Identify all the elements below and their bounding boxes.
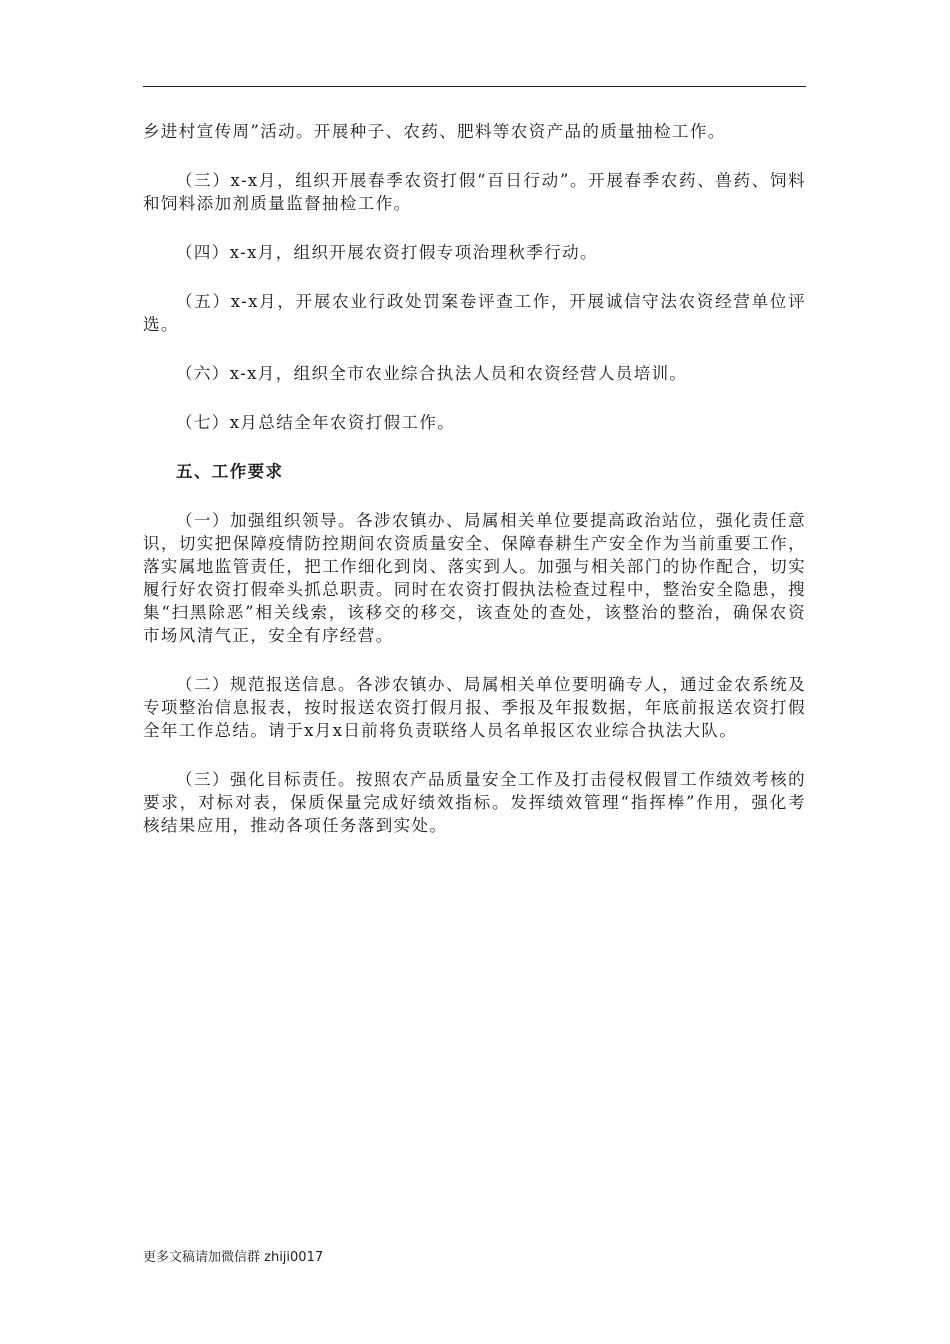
- section-heading: 五、工作要求: [176, 462, 284, 481]
- paragraph-item-4: （四）x-x月，组织开展农资打假专项治理秋季行动。: [176, 243, 598, 262]
- requirement-3: （三）强化目标责任。按照农产品质量安全工作及打击侵权假冒工作绩效考核的要求，对标对表，保质保量完成好绩效指标。发挥绩效管理“指挥棒”作用，强化考核结果应用，推动各项任务落到实处。: [143, 770, 806, 835]
- requirement-1: （一）加强组织领导。各涉农镇办、局属相关单位要提高政治站位，强化责任意识，切实把保障疫情防控期间农资质量安全、保障春耕生产安全作为当前重要工作，落实属地监管责任，把工作细化到岗、落实到人。加强与相关部门的协作配合，切实履行好农资打假牵头抓总职责。同时在农资打假执法检查过程中，整治安全隐患，搜集“扫黑除恶”相关线索，该移交的移交，该查处的查处，该整治的整治，确保农资市场风清气正，安全有序经营。: [143, 511, 806, 645]
- paragraph-item-7: （七）x月总结全年农资打假工作。: [176, 413, 456, 432]
- paragraph-item-6: （六）x-x月，组织全市农业综合执法人员和农资经营人员培训。: [176, 364, 688, 383]
- paragraph-item-3: （三）x-x月，组织开展春季农资打假“百日行动”。开展春季农药、兽药、饲料和饲料添加剂质量监督抽检工作。: [143, 171, 806, 213]
- header-rule: [143, 86, 806, 87]
- requirement-2: （二）规范报送信息。各涉农镇办、局属相关单位要明确专人，通过金农系统及专项整治信息报表，按时报送农资打假月报、季报及年报数据，年底前报送农资打假全年工作总结。请于x月x日前将负责联络人员名单报区农业综合执法大队。: [143, 675, 806, 740]
- paragraph-continuation: 乡进村宣传周”活动。开展种子、农药、肥料等农资产品的质量抽检工作。: [143, 122, 726, 141]
- document-body: [143, 120, 806, 863]
- footer-note: 更多文稿请加微信群 zhiji0017: [143, 1250, 324, 1265]
- paragraph-item-5: （五）x-x月，开展农业行政处罚案卷评查工作，开展诚信守法农资经营单位评选。: [143, 292, 806, 334]
